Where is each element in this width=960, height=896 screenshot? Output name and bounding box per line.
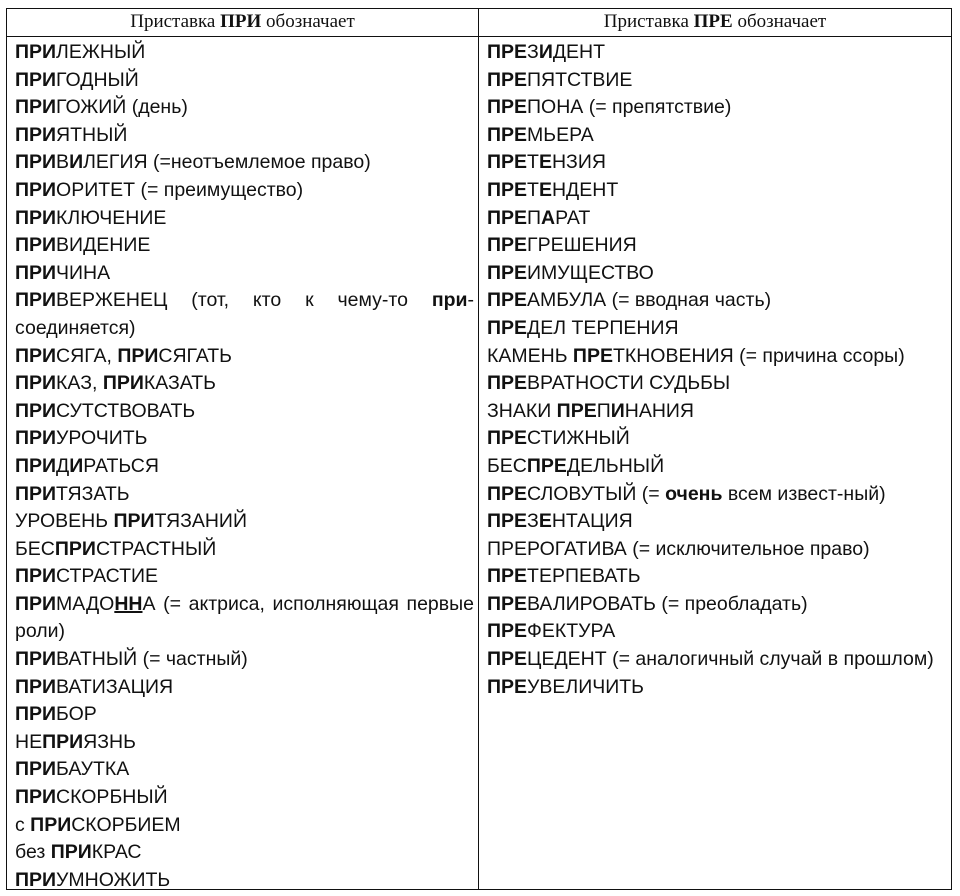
- word-entry: [15, 67, 474, 95]
- text-fragment: ВАТИЗАЦИЯ: [56, 675, 174, 698]
- word-entry: [15, 177, 474, 205]
- word-entry: [487, 674, 947, 702]
- text-fragment: ВАТНЫЙ (= частный): [56, 648, 248, 671]
- word-entry: [487, 370, 947, 398]
- table-body: [7, 37, 951, 890]
- word-entry: [487, 481, 947, 509]
- highlighted-fragment: А: [541, 206, 556, 229]
- word-entry: [487, 563, 947, 591]
- word-entry: [15, 232, 474, 260]
- text-fragment: ТКНОВЕНИЯ (= причина ссоры): [612, 344, 905, 367]
- header-pri-suffix: обозначает: [266, 11, 355, 32]
- text-fragment: ВАЛИРОВАТЬ (= преобладать): [527, 592, 808, 615]
- word-entry: [15, 508, 474, 536]
- text-fragment: Т: [527, 178, 539, 201]
- word-entry: [487, 287, 947, 315]
- text-fragment: СТИЖНЫЙ: [527, 427, 630, 450]
- header-pri-label: Приставка: [130, 11, 216, 32]
- highlighted-fragment: ПРЕ: [487, 482, 528, 505]
- word-entry: [487, 232, 947, 260]
- text-fragment: с: [15, 813, 31, 836]
- word-entry: [15, 867, 474, 895]
- word-entry: [487, 536, 947, 564]
- text-fragment: ИМУЩЕСТВО: [527, 261, 654, 284]
- text-fragment: ТЯЗАНИЙ: [154, 510, 247, 533]
- text-fragment: ВРАТНОСТИ СУДЬБЫ: [527, 372, 731, 395]
- text-fragment: ЯТНЫЙ: [56, 123, 128, 146]
- text-fragment: БОР: [56, 703, 97, 726]
- word-entry: [487, 122, 947, 150]
- highlighted-fragment: ПРЕ: [556, 399, 597, 422]
- highlighted-fragment: И: [69, 454, 84, 477]
- text-fragment: БЕС: [15, 537, 55, 560]
- highlighted-fragment: ПРЕ: [487, 151, 528, 174]
- highlighted-fragment: ПРЕ: [526, 454, 567, 477]
- text-fragment: -соединяется): [15, 289, 474, 339]
- word-entry: [15, 149, 474, 177]
- highlighted-fragment: ПРИ: [15, 206, 57, 229]
- word-entry: [15, 756, 474, 784]
- text-fragment: НДЕНТ: [551, 178, 619, 201]
- highlighted-fragment: ПРЕ: [487, 123, 528, 146]
- text-fragment: УРОВЕНЬ: [15, 510, 114, 533]
- highlighted-fragment: ПРЕ: [487, 206, 528, 229]
- word-entry: [487, 453, 947, 481]
- word-entry: [487, 398, 947, 426]
- word-entry: [15, 591, 474, 646]
- text-fragment: З: [527, 510, 539, 533]
- highlighted-fragment: очень: [665, 482, 723, 505]
- word-entry: [15, 784, 474, 812]
- word-entry: [487, 149, 947, 177]
- text-fragment: В: [56, 151, 70, 174]
- text-fragment: КЛЮЧЕНИЕ: [56, 206, 167, 229]
- text-fragment: ГРЕШЕНИЯ: [527, 234, 637, 257]
- text-fragment: КРАС: [91, 841, 142, 864]
- highlighted-fragment: ПРИ: [15, 675, 57, 698]
- prefix-table: [6, 8, 952, 890]
- text-fragment: СУТСТВОВАТЬ: [56, 399, 196, 422]
- text-fragment: НАНИЯ: [624, 399, 695, 422]
- highlighted-fragment: ПРЕ: [487, 68, 528, 91]
- pre-column: [479, 37, 951, 890]
- word-entry: [487, 425, 947, 453]
- text-fragment: ЯЗНЬ: [83, 730, 136, 753]
- word-entry: [15, 260, 474, 288]
- word-entry: [15, 563, 474, 591]
- word-entry: [487, 646, 947, 674]
- text-fragment: А (= актриса, исполняющая первые роли): [15, 592, 474, 643]
- text-fragment: МАДО: [56, 592, 115, 615]
- text-fragment: ТЕРПЕВАТЬ: [527, 565, 641, 588]
- highlighted-fragment: ПРИ: [113, 510, 155, 533]
- text-fragment: КАЗ,: [56, 372, 103, 395]
- highlighted-fragment: ПРЕ: [487, 427, 528, 450]
- highlighted-fragment: ПРИ: [117, 344, 159, 367]
- text-fragment: ДЕЛ ТЕРПЕНИЯ: [527, 316, 679, 339]
- highlighted-fragment: ПРЕ: [572, 344, 613, 367]
- text-fragment: СКОРБНЫЙ: [56, 786, 168, 809]
- highlighted-fragment: ПРИ: [15, 427, 57, 450]
- word-entry: [15, 812, 474, 840]
- word-entry: [15, 481, 474, 509]
- highlighted-fragment: ПРИ: [15, 289, 57, 312]
- text-fragment: СКОРБИЕМ: [71, 813, 181, 836]
- highlighted-fragment: ПРИ: [15, 786, 57, 809]
- text-fragment: Т: [527, 151, 539, 174]
- text-fragment: ПЯТСТВИЕ: [527, 68, 633, 91]
- word-entry: [15, 646, 474, 674]
- highlighted-fragment: ПРЕ: [487, 675, 528, 698]
- highlighted-fragment: ПРИ: [15, 151, 57, 174]
- highlighted-fragment: ПРИ: [15, 68, 57, 91]
- highlighted-fragment: И: [538, 41, 553, 63]
- text-fragment: без: [15, 841, 51, 864]
- header-pre-prefix: ПРЕ: [693, 11, 733, 32]
- text-fragment: УВЕЛИЧИТЬ: [527, 675, 644, 698]
- header-pri: [7, 9, 479, 36]
- text-fragment: АМБУЛА (= вводная часть): [527, 289, 772, 312]
- word-entry: [15, 398, 474, 426]
- highlighted-fragment: ПРЕ: [487, 289, 528, 312]
- highlighted-fragment: ПРИ: [15, 399, 57, 422]
- highlighted-fragment: при: [431, 289, 468, 312]
- highlighted-fragment: ПРИ: [15, 344, 57, 367]
- text-fragment: НТАЦИЯ: [551, 510, 633, 533]
- word-entry: [15, 425, 474, 453]
- highlighted-fragment: Е: [538, 151, 552, 174]
- word-entry: [487, 591, 947, 619]
- highlighted-fragment: ПРИ: [15, 703, 57, 726]
- text-fragment: всем извест-ный): [722, 482, 886, 505]
- highlighted-fragment: ПРИ: [15, 648, 57, 671]
- text-fragment: УРОЧИТЬ: [56, 427, 148, 450]
- text-fragment: ОРИТЕТ (= преимущество): [56, 178, 304, 201]
- highlighted-fragment: ПРИ: [54, 537, 96, 560]
- text-fragment: ВЕРЖЕНЕЦ (тот, кто к чему-то: [56, 289, 432, 312]
- highlighted-fragment: ПРИ: [102, 372, 144, 395]
- text-fragment: ЛЕГИЯ (=неотъемлемое право): [83, 151, 371, 174]
- highlighted-fragment: ПРИ: [15, 372, 57, 395]
- highlighted-fragment: ПРИ: [50, 841, 92, 864]
- text-fragment: РАТ: [555, 206, 591, 229]
- highlighted-fragment: ПРИ: [15, 758, 57, 781]
- text-fragment: ФЕКТУРА: [527, 620, 616, 643]
- text-fragment: НЕ: [15, 730, 43, 753]
- word-entry: [487, 260, 947, 288]
- text-fragment: ПРЕРОГАТИВА (= исключительное право): [487, 537, 870, 560]
- text-fragment: ПОНА (= препятствие): [527, 96, 732, 119]
- highlighted-fragment: ПРИ: [30, 813, 72, 836]
- table-header: [7, 9, 951, 37]
- text-fragment: П: [527, 206, 542, 229]
- highlighted-fragment: И: [69, 151, 84, 174]
- word-entry: [15, 94, 474, 122]
- highlighted-fragment: ПРИ: [42, 730, 84, 753]
- word-entry: [487, 67, 947, 95]
- highlighted-fragment: ПРЕ: [487, 620, 528, 643]
- word-entry: [15, 729, 474, 757]
- text-fragment: МЬЕРА: [527, 123, 594, 146]
- highlighted-fragment: ПРЕ: [487, 96, 528, 119]
- text-fragment: ДЕЛЬНЫЙ: [566, 454, 665, 477]
- highlighted-fragment: ПРЕ: [487, 41, 528, 63]
- text-fragment: ГОЖИЙ (день): [56, 96, 188, 119]
- word-entry: [15, 122, 474, 150]
- header-pre-suffix: обозначает: [737, 11, 827, 32]
- word-entry: [487, 205, 947, 233]
- highlighted-fragment: ПРЕ: [487, 316, 528, 339]
- highlighted-fragment: ПРЕ: [487, 178, 528, 201]
- highlighted-fragment: ПРИ: [15, 261, 57, 284]
- word-entry: [15, 674, 474, 702]
- highlighted-fragment: ПРИ: [15, 178, 57, 201]
- text-fragment: КАМЕНЬ: [487, 344, 573, 367]
- word-entry: [487, 315, 947, 343]
- highlighted-fragment: ПРИ: [15, 868, 57, 891]
- text-fragment: ДЕНТ: [552, 41, 606, 63]
- word-entry: [15, 701, 474, 729]
- text-fragment: БЕС: [487, 454, 527, 477]
- highlighted-fragment: ПРИ: [15, 123, 57, 146]
- highlighted-fragment: ПРЕ: [487, 372, 528, 395]
- text-fragment: СЯГА,: [56, 344, 118, 367]
- highlighted-fragment: И: [610, 399, 625, 422]
- text-fragment: Д: [56, 454, 70, 477]
- highlighted-fragment: ПРЕ: [487, 565, 528, 588]
- highlighted-fragment: Е: [538, 178, 552, 201]
- text-fragment: П: [596, 399, 611, 422]
- word-entry: [15, 205, 474, 233]
- word-entry: [15, 287, 474, 342]
- word-entry: [15, 343, 474, 371]
- text-fragment: НЗИЯ: [551, 151, 606, 174]
- text-fragment: ЛЕЖНЫЙ: [56, 41, 146, 63]
- highlighted-fragment: ПРИ: [15, 454, 57, 477]
- text-fragment: СЯГАТЬ: [158, 344, 232, 367]
- text-fragment: ЦЕДЕНТ (= аналогичный случай в прошлом): [527, 648, 934, 671]
- highlighted-fragment: ПРИ: [15, 592, 57, 615]
- text-fragment: СТРАСТИЕ: [56, 565, 159, 588]
- text-fragment: БАУТКА: [56, 758, 130, 781]
- word-entry: [487, 343, 947, 371]
- text-fragment: ЧИНА: [56, 261, 111, 284]
- word-entry: [487, 618, 947, 646]
- text-fragment: РАТЬСЯ: [83, 454, 159, 477]
- highlighted-fragment: ПРЕ: [487, 592, 528, 615]
- highlighted-fragment: ПРИ: [15, 565, 57, 588]
- highlighted-fragment: ПРЕ: [487, 234, 528, 257]
- highlighted-fragment: Е: [538, 510, 552, 533]
- pri-column: [7, 37, 479, 890]
- header-pre: [479, 9, 951, 36]
- highlighted-fragment: НН: [114, 592, 143, 615]
- word-entry: [487, 177, 947, 205]
- word-entry: [487, 508, 947, 536]
- word-entry: [15, 536, 474, 564]
- word-entry: [15, 453, 474, 481]
- text-fragment: ТЯЗАТЬ: [56, 482, 130, 505]
- text-fragment: ГОДНЫЙ: [56, 68, 139, 91]
- word-entry: [15, 839, 474, 867]
- highlighted-fragment: ПРЕ: [487, 510, 528, 533]
- text-fragment: КАЗАТЬ: [143, 372, 216, 395]
- highlighted-fragment: ПРИ: [15, 96, 57, 119]
- text-fragment: СТРАСТНЫЙ: [95, 537, 217, 560]
- text-fragment: ЗНАКИ: [487, 399, 557, 422]
- highlighted-fragment: ПРИ: [15, 482, 57, 505]
- header-pri-prefix: ПРИ: [220, 11, 262, 32]
- text-fragment: З: [527, 41, 539, 63]
- header-pre-label: Приставка: [603, 11, 689, 32]
- text-fragment: ВИДЕНИЕ: [56, 234, 151, 257]
- highlighted-fragment: ПРЕ: [487, 261, 528, 284]
- word-entry: [487, 94, 947, 122]
- text-fragment: УМНОЖИТЬ: [56, 868, 171, 891]
- highlighted-fragment: ПРИ: [15, 234, 57, 257]
- highlighted-fragment: ПРИ: [15, 41, 57, 63]
- word-entry: [15, 370, 474, 398]
- word-entry: [15, 39, 474, 67]
- text-fragment: СЛОВУТЫЙ (=: [527, 482, 666, 505]
- word-entry: [487, 39, 947, 67]
- highlighted-fragment: ПРЕ: [487, 648, 528, 671]
